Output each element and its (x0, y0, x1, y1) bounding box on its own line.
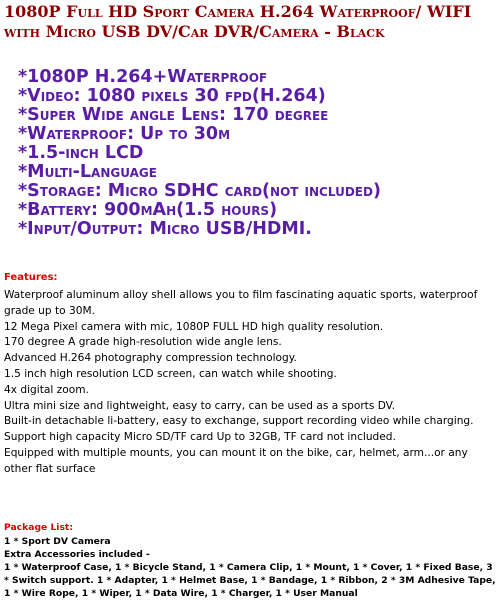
feature-item: 170 degree A grade high-resolution wide angle lens. (4, 336, 282, 349)
package-list (4, 535, 498, 600)
feature-item: 4x digital zoom. (4, 383, 89, 396)
feature-item: Advanced H.264 photography compression technology. (4, 352, 297, 365)
feature-item: Ultra mini size and lightweight, easy to carry, can be used as a sports DV. (4, 399, 395, 412)
package-line: Extra Accessories included - (4, 549, 150, 560)
spec-item: *Input/Output: Micro USB/HDMI. (18, 219, 312, 239)
spec-item: *Storage: Micro SDHC card(not included) (18, 181, 381, 201)
feature-item: 12 Mega Pixel camera with mic, 1080P FULL HD high quality resolution. (4, 320, 384, 333)
page-title: 1080P Full HD Sport Camera H.264 Waterproof/ WIFI with Micro USB DV/Car DVR/Camera - Black (4, 2, 472, 41)
feature-item: 1.5 inch high resolution LCD screen, can watch while shooting. (4, 367, 337, 380)
package-line: 1 * Sport DV Camera (4, 536, 111, 547)
features-list (4, 288, 498, 478)
spec-item: *1080P H.264+Waterproof (18, 67, 268, 87)
features-heading: Features: (4, 272, 58, 283)
feature-item: Waterproof aluminum alloy shell allows you to film fascinating aquatic sports, waterproof grade up to 30M. (4, 289, 478, 317)
spec-item: *Waterproof: Up to 30m (18, 124, 231, 144)
package-line: 1 * Waterproof Case, 1 * Bicycle Stand, 1 * Camera Clip, 1 * Mount, 1 * Cover, 1 * Fixed Base, 3 * Switch support. 1 * Adapter, 1 * Helmet Base, 1 * Bandage, 1 * Ribbon, 2 * 3M Adhesive Tape, 1 * Wire Rope, 1 * Wiper, 1 * Data Wire, 1 * Charger, 1 * User Manual (4, 562, 496, 599)
spec-item: *1.5-inch LCD (18, 143, 144, 163)
spec-item: *Multi-Language (18, 162, 157, 182)
spec-item: *Super Wide angle Lens: 170 degree (18, 105, 329, 125)
spec-item: *Video: 1080 pixels 30 fpd(H.264) (18, 86, 326, 106)
spec-item: *Battery: 900mAh(1.5 hours) (18, 200, 278, 220)
package-heading: Package List: (4, 522, 73, 533)
spec-list (18, 68, 498, 239)
feature-item: Built-in detachable li-battery, easy to exchange, support recording video while charging. (4, 415, 474, 428)
feature-item: Support high capacity Micro SD/TF card Up to 32GB, TF card not included. (4, 431, 396, 444)
feature-item: Equipped with multiple mounts, you can mount it on the bike, car, helmet, arm...or any other flat surface (4, 446, 468, 475)
